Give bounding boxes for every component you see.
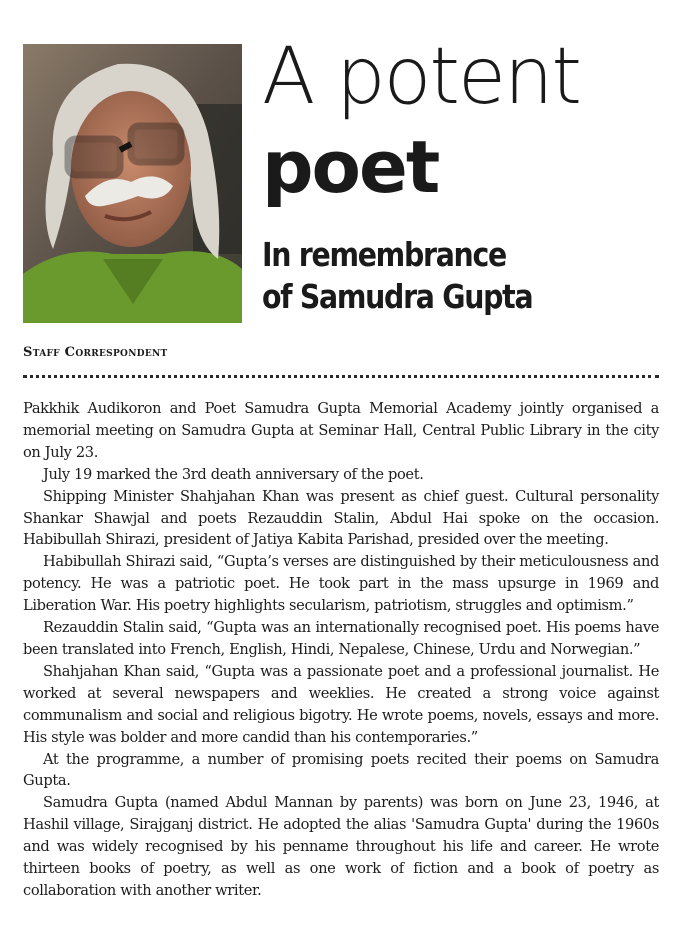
poet-portrait-photo	[23, 44, 242, 323]
body-paragraph: July 19 marked the 3rd death anniversary of the poet.	[43, 465, 424, 483]
body-paragraph: Habibullah Shirazi said, “Gupta’s verses are distinguished by their meticulousness and potency. He was a patriotic poet. He took part in the mass upsurge in 1969 and Liberation War. His poetry highlights secularism, patriotism, struggles and optimism.”	[23, 553, 659, 615]
subheadline	[262, 234, 606, 318]
body-paragraph: Samudra Gupta (named Abdul Mannan by parents) was born on June 23, 1946, at Hashil village, Sirajganj district. He adopted the alias 'Samudra Gupta' during the 1960s and was widely recognised by his penname throughout his life and career. He wrote thirteen books of poetry, as well as one work of fiction and a book of poetry as collaboration with another writer.	[23, 794, 659, 899]
body-paragraph: Shipping Minister Shahjahan Khan was present as chief guest. Cultural personality Shankar Shawjal and poets Rezauddin Stalin, Abdul Hai spoke on the occasion. Habibullah Shirazi, president of Jatiya Kabita Parishad, presided over the meeting.	[23, 487, 659, 549]
subheadline-line-1: In remembrance	[262, 235, 506, 274]
body-paragraph: Shahjahan Khan said, “Gupta was a passionate poet and a professional journalist. He worked at several newspapers and weeklies. He created a strong voice against communalism and social and religious bigotry. He wrote poems, novels, essays and more. His style was bolder and more candid than his contemporaries.”	[23, 662, 659, 746]
byline: Staff Correspondent	[23, 345, 168, 360]
headline-line-1: A potent	[262, 32, 580, 122]
dotted-divider	[23, 375, 659, 378]
body-paragraph: Rezauddin Stalin said, “Gupta was an internationally recognised poet. His poems have been translated into French, English, Hindi, Nepalese, Chinese, Urdu and Norwegian.”	[23, 619, 659, 658]
body-paragraph: At the programme, a number of promising poets recited their poems on Samudra Gupta.	[23, 750, 659, 790]
subheadline-line-2: of Samudra Gupta	[262, 277, 533, 316]
article-body	[23, 398, 659, 902]
body-paragraph: Pakkhik Audikoron and Poet Samudra Gupta Memorial Academy jointly organised a memorial meeting on Samudra Gupta at Seminar Hall, Central Public Library in the city on July 23.	[23, 400, 659, 461]
headline-line-2: poet	[262, 125, 439, 209]
